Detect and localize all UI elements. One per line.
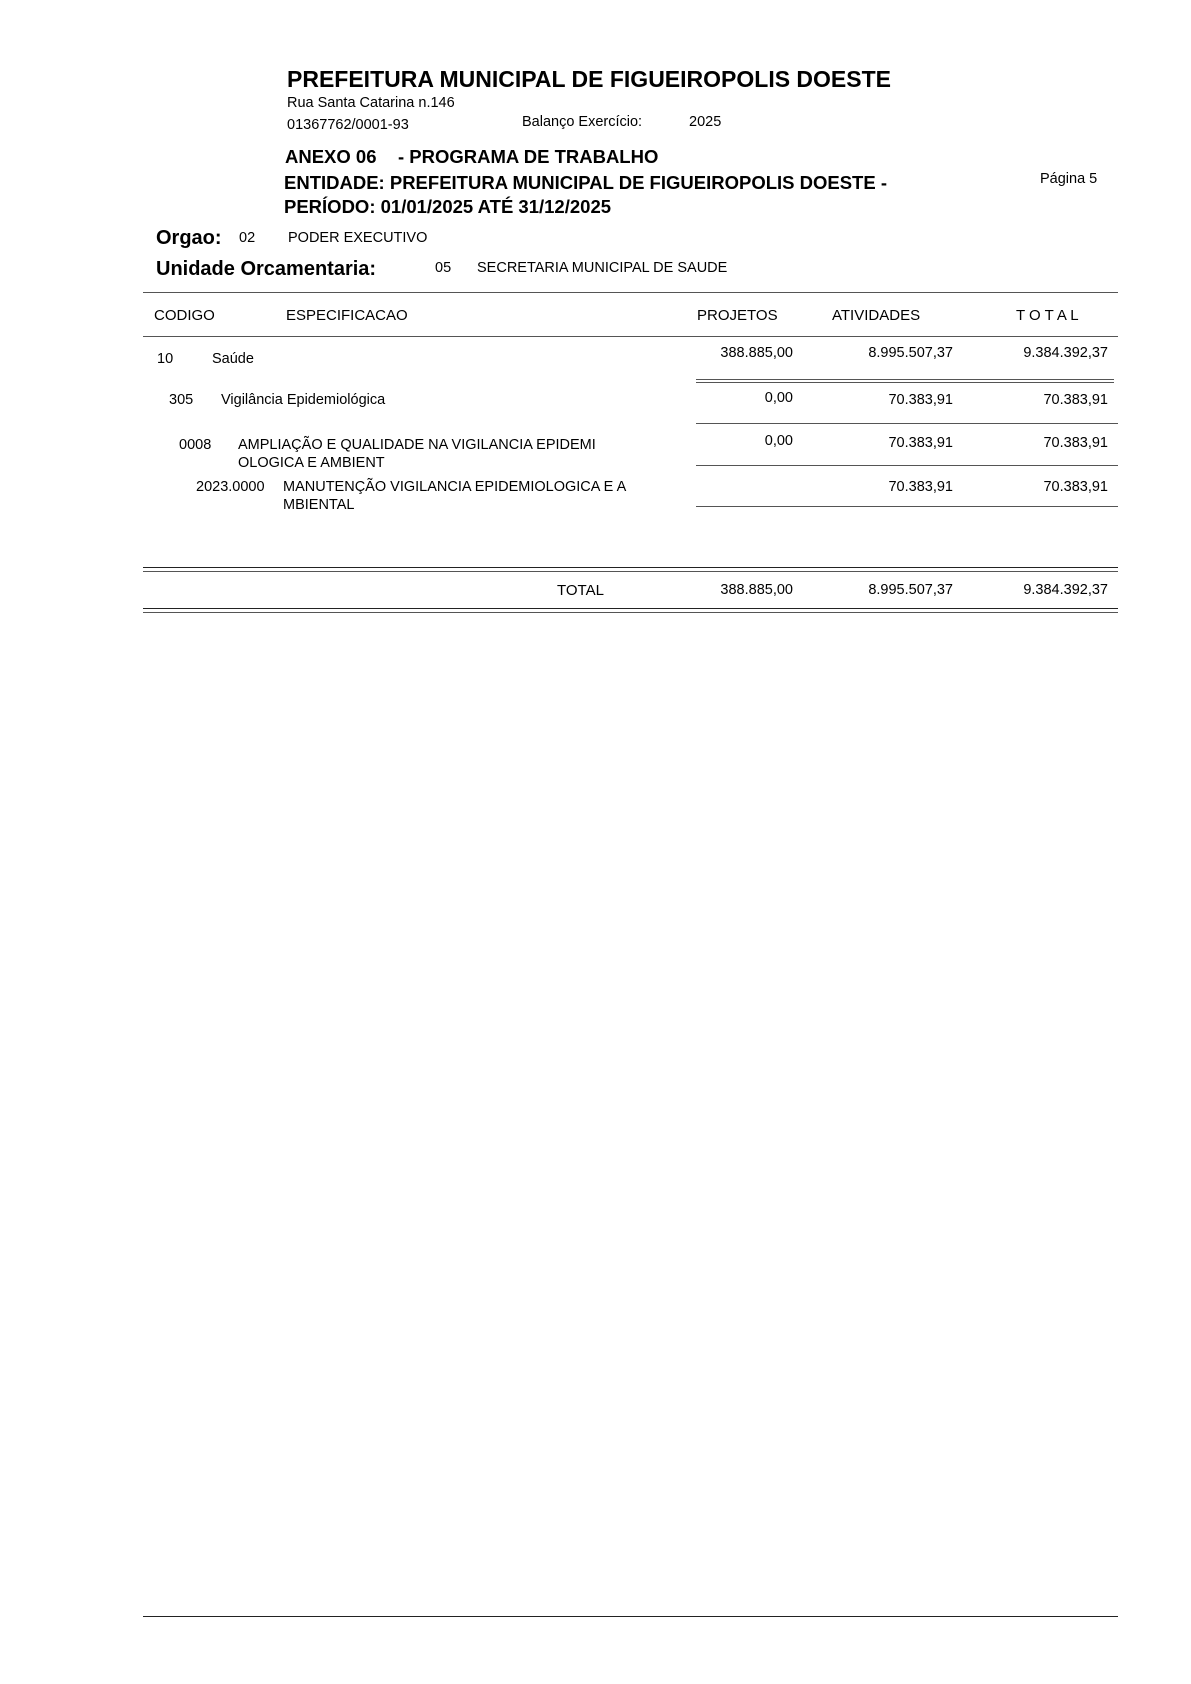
totals-top-rule xyxy=(143,567,1118,568)
row-rule xyxy=(696,382,1114,383)
row-rule xyxy=(696,379,1114,380)
table-row-total: 70.383,91 xyxy=(1043,479,1108,495)
table-row-desc-line2: MBIENTAL xyxy=(283,497,355,513)
table-row-desc: Saúde xyxy=(212,351,254,367)
unidade-code: 05 xyxy=(435,260,452,276)
totals-atividades: 8.995.507,37 xyxy=(868,582,953,598)
row-rule xyxy=(696,423,1118,424)
table-row-atividades: 70.383,91 xyxy=(888,479,953,495)
address-text: Rua Santa Catarina n.146 xyxy=(287,95,455,111)
table-row-desc-line1: MANUTENÇÃO VIGILANCIA EPIDEMIOLOGICA E A xyxy=(283,479,627,495)
table-row-code: 10 xyxy=(157,351,174,367)
table-header-rule xyxy=(143,336,1118,337)
municipality-title: PREFEITURA MUNICIPAL DE FIGUEIROPOLIS DOESTE xyxy=(287,66,892,92)
totals-projetos: 388.885,00 xyxy=(720,582,793,598)
orgao-code: 02 xyxy=(239,230,256,246)
totals-top-rule xyxy=(143,571,1118,572)
cnpj-text: 01367762/0001-93 xyxy=(287,117,409,133)
col-header-codigo: CODIGO xyxy=(154,307,215,324)
table-row-projetos: 388.885,00 xyxy=(720,345,793,361)
page-number: Página 5 xyxy=(1040,171,1098,187)
table-row-desc-line2: OLOGICA E AMBIENT xyxy=(238,455,385,471)
orgao-name: PODER EXECUTIVO xyxy=(288,230,428,246)
table-row-total: 9.384.392,37 xyxy=(1023,345,1108,361)
table-top-rule xyxy=(143,292,1118,293)
orgao-label: Orgao: xyxy=(156,227,222,249)
col-header-especificacao: ESPECIFICACAO xyxy=(286,307,408,324)
unidade-label: Unidade Orcamentaria: xyxy=(156,258,377,280)
totals-bottom-rule xyxy=(143,612,1118,613)
unidade-name: SECRETARIA MUNICIPAL DE SAUDE xyxy=(477,260,728,276)
balanco-label: Balanço Exercício: xyxy=(522,114,643,130)
table-row-code: 2023.0000 xyxy=(196,479,265,495)
table-row-atividades: 70.383,91 xyxy=(888,435,953,451)
entity-line: ENTIDADE: PREFEITURA MUNICIPAL DE FIGUEIROPOLIS DOESTE - xyxy=(284,172,887,193)
anexo-number: ANEXO 06 xyxy=(285,146,377,167)
anexo-title: - PROGRAMA DE TRABALHO xyxy=(398,146,659,167)
table-row-projetos: 0,00 xyxy=(764,433,793,449)
col-header-total: T O T A L xyxy=(1016,307,1079,324)
table-row-code: 0008 xyxy=(179,437,212,453)
table-row-projetos: 0,00 xyxy=(764,390,793,406)
col-header-atividades: ATIVIDADES xyxy=(832,307,921,324)
totals-bottom-rule xyxy=(143,608,1118,609)
table-row-atividades: 8.995.507,37 xyxy=(868,345,953,361)
table-row-atividades: 70.383,91 xyxy=(888,392,953,408)
table-row-code: 305 xyxy=(169,392,194,408)
balanco-year: 2025 xyxy=(689,114,722,130)
footer-rule xyxy=(143,1616,1118,1617)
totals-total: 9.384.392,37 xyxy=(1023,582,1108,598)
row-rule xyxy=(696,465,1118,466)
table-row-desc-line1: AMPLIAÇÃO E QUALIDADE NA VIGILANCIA EPIDEMI xyxy=(238,437,596,453)
period-line: PERÍODO: 01/01/2025 ATÉ 31/12/2025 xyxy=(284,196,612,217)
table-row-total: 70.383,91 xyxy=(1043,435,1108,451)
table-row-desc: Vigilância Epidemiológica xyxy=(221,392,386,408)
totals-label: TOTAL xyxy=(557,582,604,599)
table-row-total: 70.383,91 xyxy=(1043,392,1108,408)
row-rule xyxy=(696,506,1118,507)
col-header-projetos: PROJETOS xyxy=(697,307,778,324)
